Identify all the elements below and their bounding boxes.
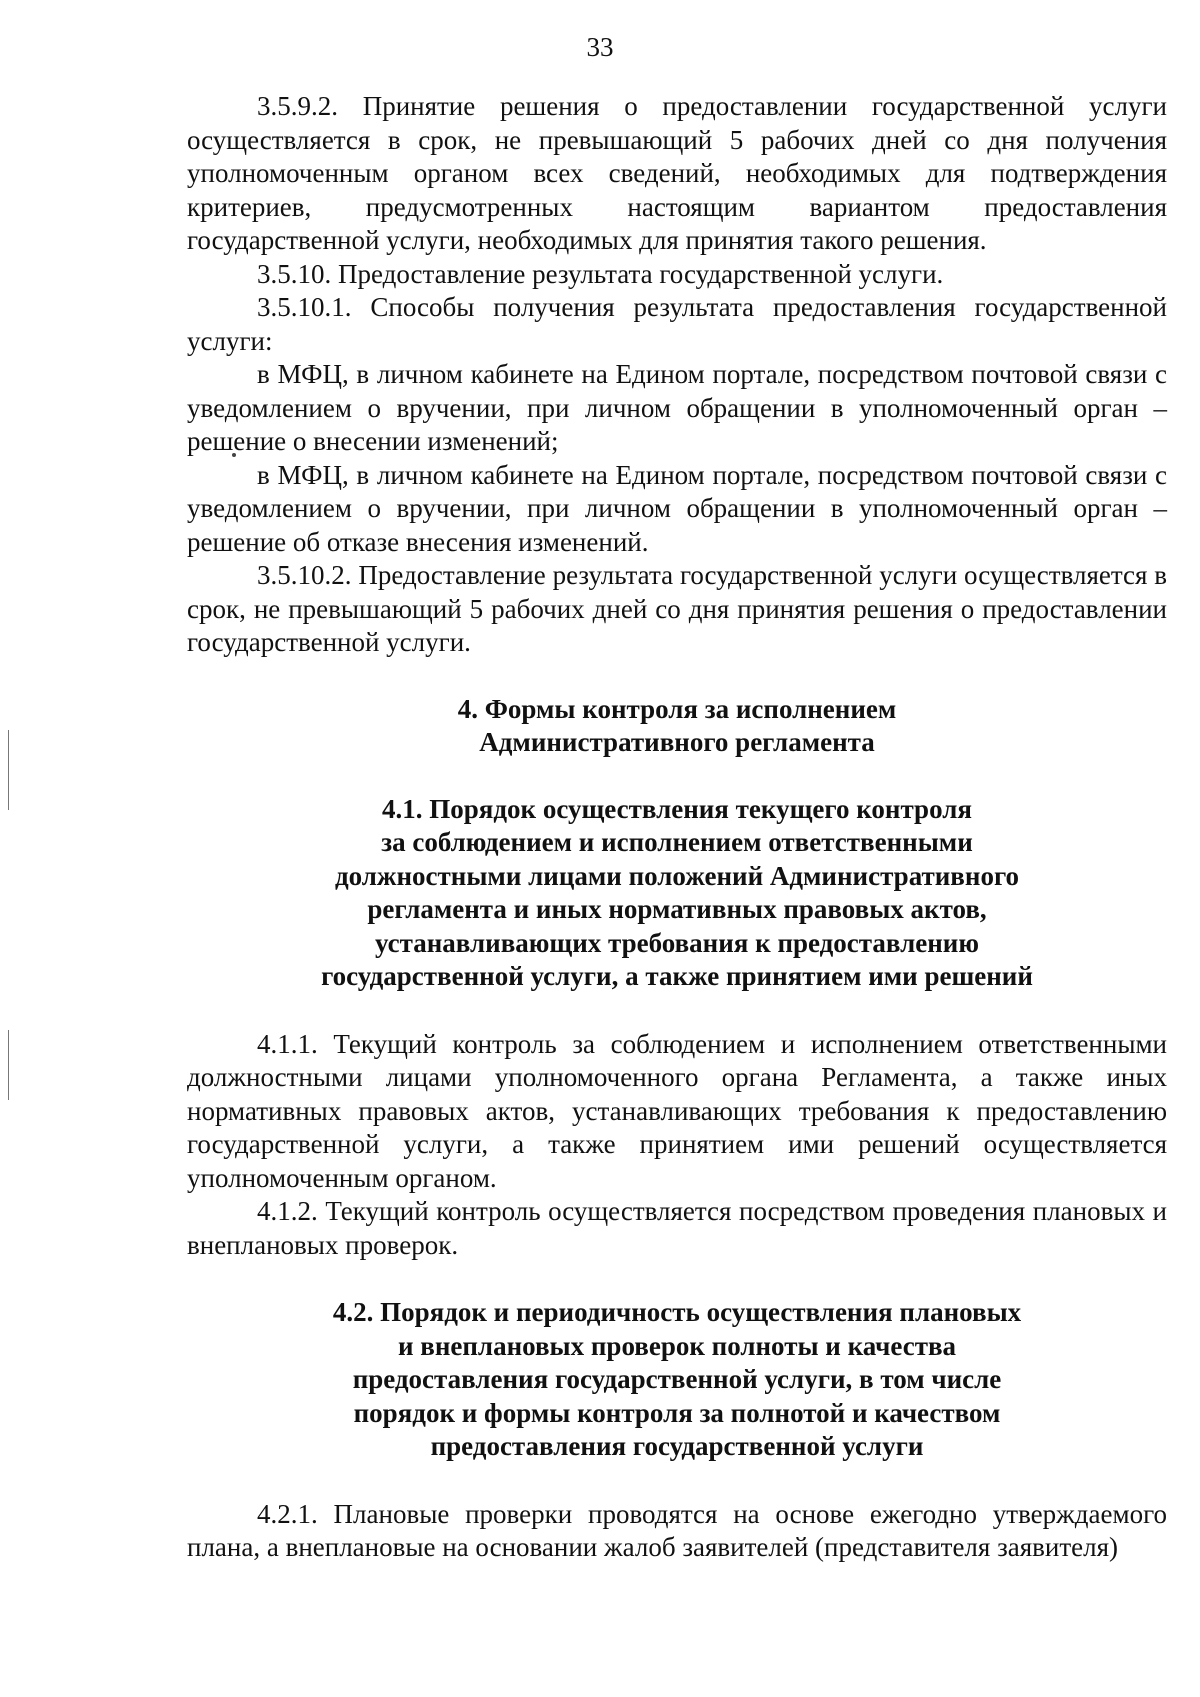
heading-line: предоставления государственной услуги, в том числе: [352, 1364, 1002, 1394]
heading-line: устанавливающих требования к предоставлению: [374, 927, 979, 958]
heading-section-4: [187, 693, 1167, 760]
heading-line: 4.2. Порядок и периодичность осуществления плановых: [332, 1297, 1022, 1327]
paragraph-decision-changes: в МФЦ, в личном кабинете на Едином портале, посредством почтовой связи с уведомлением о вручении, при личном обращении в уполномоченный орган – решение о внесении изменений;: [187, 359, 1167, 456]
heading-line: порядок и формы контроля за полнотой и качеством: [353, 1397, 1001, 1428]
heading-line: должностными лицами положений Административного: [334, 860, 1020, 891]
heading-line: Административного регламента: [479, 727, 875, 757]
paragraph-decision-refusal: в МФЦ, в личном кабинете на Едином портале, посредством почтовой связи с уведомлением о вручении, при личном обращении в уполномоченный орган – решение об отказе внесения изменений.: [187, 459, 1167, 557]
heading-line: 4.1. Порядок осуществления текущего контроля: [382, 793, 972, 824]
page-number: 33: [586, 32, 614, 62]
heading-line: за соблюдением и исполнением ответственными: [381, 827, 973, 857]
paragraph-4-2-1: 4.2.1. Плановые проверки проводятся на основе ежегодно утверждаемого плана, а внеплановые на основании жалоб заявителей (представителя заявителя): [187, 1498, 1167, 1562]
paragraph-4-1-2: 4.1.2. Текущий контроль осуществляется посредством проведения плановых и внеплановых проверок.: [187, 1196, 1167, 1260]
heading-section-4-2: [187, 1296, 1167, 1464]
paragraph-4-1-1: 4.1.1. Текущий контроль за соблюдением и исполнением ответственными должностными лицами уполномоченного органа Регламента, а также иных нормативных правовых актов, устанавливающих требования к предоставлению государственной услуги, а также принятием ими решений осуществляется уполномоченным органом.: [187, 1028, 1167, 1193]
scan-artifact: [8, 730, 9, 810]
paragraph-3-5-10: 3.5.10. Предоставление результата государственной услуги.: [257, 258, 944, 289]
heading-line: 4. Формы контроля за исполнением: [457, 693, 897, 724]
paragraph-3-5-10-1: 3.5.10.1. Способы получения результата предоставления государственной услуги:: [187, 292, 1167, 356]
document-body: [187, 90, 1167, 1565]
heading-line: регламента и иных нормативных правовых актов,: [367, 894, 987, 924]
heading-line: предоставления государственной услуги: [430, 1431, 924, 1461]
heading-section-4-1: [187, 793, 1167, 994]
heading-line: и внеплановых проверок полноты и качества: [397, 1330, 957, 1361]
paragraph-3-5-10-2: 3.5.10.2. Предоставление результата государственной услуги осуществляется в срок, не превышающий 5 рабочих дней со дня принятия решения о предоставлении государственной услуги.: [187, 560, 1167, 657]
scan-artifact: [8, 1030, 9, 1100]
heading-line: государственной услуги, а также принятием ими решений: [321, 961, 1033, 991]
paragraph-3-5-9-2: 3.5.9.2. Принятие решения о предоставлении государственной услуги осуществляется в срок, не превышающий 5 рабочих дней со дня получения уполномоченным органом всех сведений, необходимых для подтверждения критериев, предусмотренных настоящим вариантом предоставления государственной услуги, необходимых для принятия такого решения.: [187, 91, 1167, 255]
